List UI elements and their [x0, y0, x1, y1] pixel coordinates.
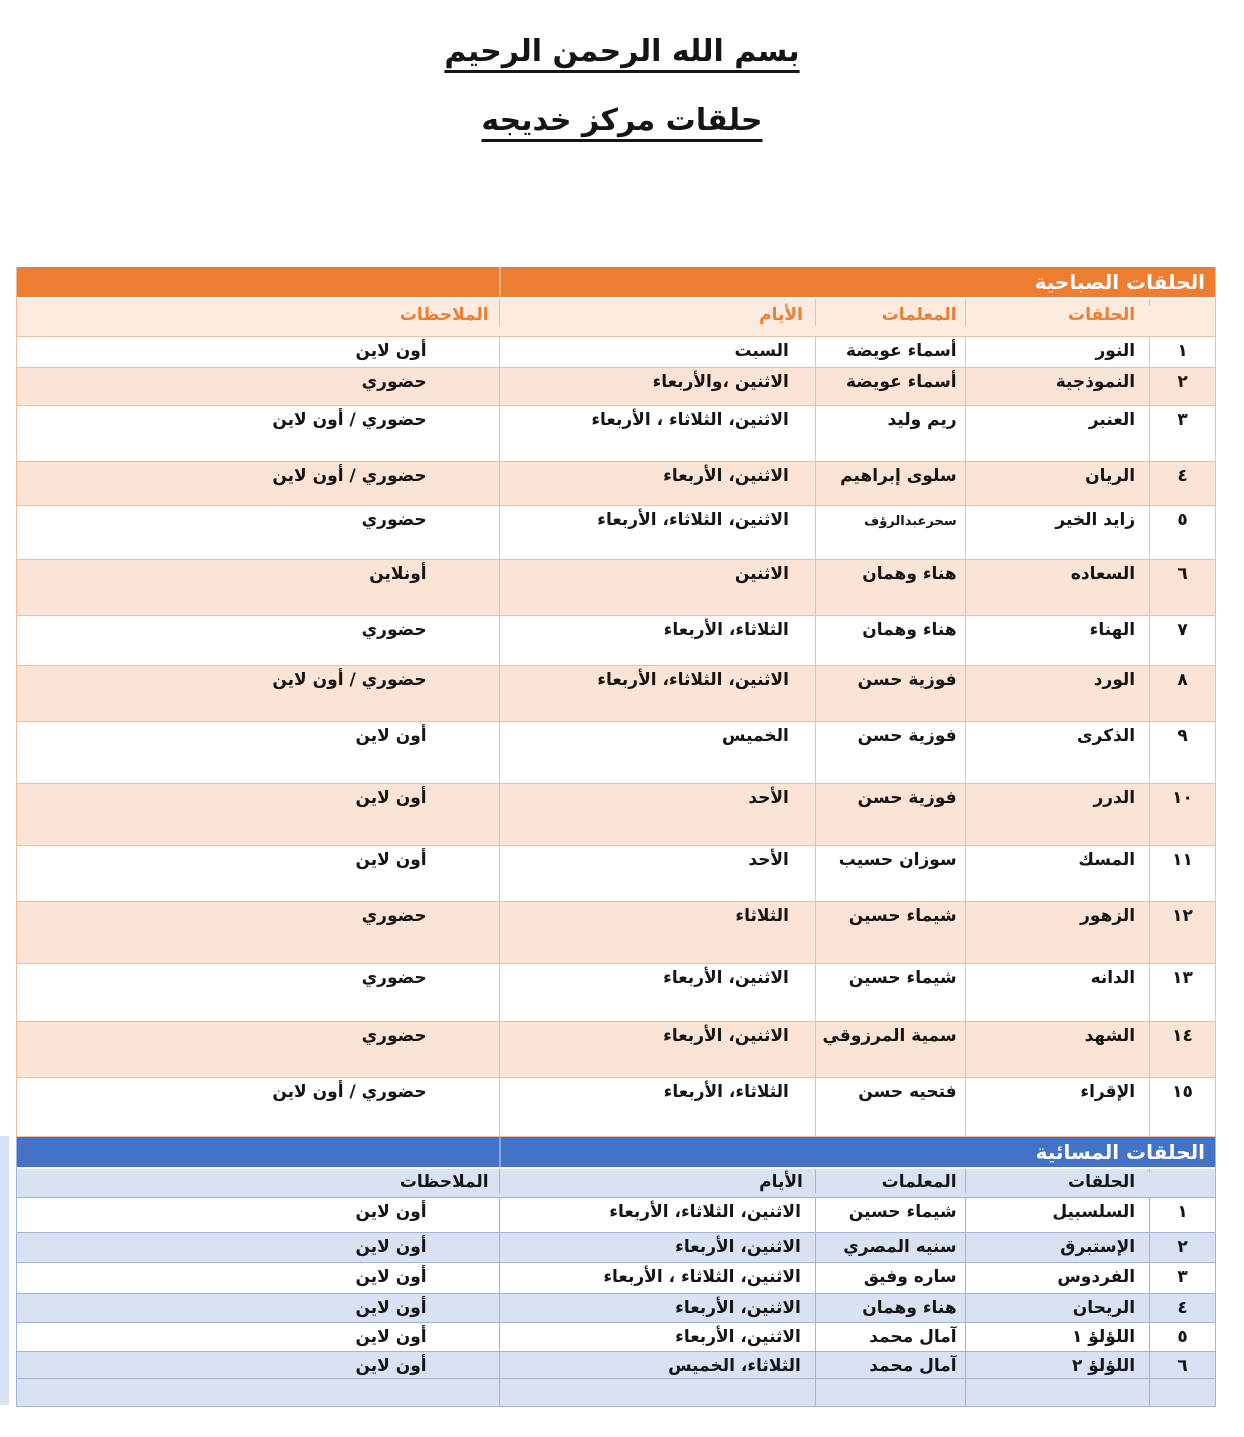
cell-notes: أون لاين: [355, 726, 427, 746]
table-row: [17, 616, 1215, 666]
cell-number: ٣: [1149, 406, 1215, 461]
table-row: [17, 406, 1215, 462]
cell-number: ١٥: [1149, 1078, 1215, 1136]
table-row: [17, 560, 1215, 616]
cell-notes: حضوري: [361, 620, 427, 640]
cell-number: ٤: [1149, 462, 1215, 505]
cell-number: ٧: [1149, 616, 1215, 665]
cell-circle: الفردوس: [965, 1263, 1149, 1293]
cell-days: [499, 1379, 815, 1406]
cell-days: الاثنين، الأربعاء: [499, 964, 815, 1021]
evening-section-header: [17, 1137, 1215, 1169]
cell-days: الاثنين: [499, 560, 815, 615]
cell-notes: حضوري / أون لاين: [272, 670, 427, 690]
table-row: [17, 902, 1215, 964]
table-row: [17, 368, 1215, 406]
cell-circle: الإقراء: [965, 1078, 1149, 1136]
cell-notes: أون لاين: [355, 1356, 427, 1376]
cell-number: ٥: [1149, 1323, 1215, 1351]
header-column-divider: [499, 267, 501, 297]
cell-notes: أون لاين: [355, 850, 427, 870]
table-row: [17, 846, 1215, 902]
cell-circle: الإستبرق: [965, 1233, 1149, 1262]
cell-teacher: سحرعبدالرؤف: [815, 506, 965, 559]
cell-number: ١١: [1149, 846, 1215, 901]
table-row: [17, 1294, 1215, 1323]
column-header-notes: الملاحظات: [399, 305, 489, 325]
cell-teacher: ساره وفيق: [815, 1263, 965, 1293]
table-row: [17, 722, 1215, 784]
cell-days: السبت: [499, 337, 815, 367]
cell-notes: حضوري / أون لاين: [272, 410, 427, 430]
cell-circle: العنبر: [965, 406, 1149, 461]
cell-days: الثلاثاء، الأربعاء: [499, 1078, 815, 1136]
table-row: [17, 1323, 1215, 1352]
cell-teacher: فوزية حسن: [815, 722, 965, 783]
cell-circle: الذكرى: [965, 722, 1149, 783]
evening-section-title: الحلقات المسائية: [1035, 1140, 1205, 1164]
cell-teacher: سنيه المصري: [815, 1233, 965, 1262]
cell-days: الخميس: [499, 722, 815, 783]
cell-number: ٣: [1149, 1263, 1215, 1293]
cell-circle: الريحان: [965, 1294, 1149, 1322]
cell-circle: الريان: [965, 462, 1149, 505]
cell-circle: الدانه: [965, 964, 1149, 1021]
cell-circle: السلسبيل: [965, 1198, 1149, 1232]
cell-teacher: سلوى إبراهيم: [815, 462, 965, 505]
cell-notes: أون لاين: [355, 341, 427, 361]
cell-number: ٥: [1149, 506, 1215, 559]
cell-teacher: فتحيه حسن: [815, 1078, 965, 1136]
cell-circle: الهناء: [965, 616, 1149, 665]
cell-days: الاثنين ،والأربعاء: [499, 368, 815, 405]
cell-teacher: هناء وهمان: [815, 616, 965, 665]
cell-number: ٢: [1149, 1233, 1215, 1262]
cell-teacher: سمية المرزوقي: [815, 1022, 965, 1077]
cell-days: الاثنين، الأربعاء: [499, 1294, 815, 1322]
cell-days: الاثنين، الأربعاء: [499, 462, 815, 505]
table-row: [17, 337, 1215, 368]
cell-notes: أون لاين: [355, 1298, 427, 1318]
cell-number: ٦: [1149, 1352, 1215, 1378]
cell-notes: أون لاين: [355, 788, 427, 808]
cell-circle: الزهور: [965, 902, 1149, 963]
cell-notes: أونلاين: [369, 564, 427, 584]
cell-circle: اللؤلؤ ١: [965, 1323, 1149, 1351]
column-header-days: الأيام: [499, 1169, 815, 1193]
cell-teacher: شيماء حسين: [815, 964, 965, 1021]
column-header-number: [1149, 1169, 1215, 1172]
cell-notes: حضوري / أون لاين: [272, 1082, 427, 1102]
document-title: بسم الله الرحمن الرحيم: [444, 34, 800, 69]
table-row: [17, 784, 1215, 846]
cell-days: الثلاثاء: [499, 902, 815, 963]
cell-days: الاثنين، الثلاثاء ، الأربعاء: [499, 1263, 815, 1293]
column-header-days: الأيام: [499, 299, 815, 326]
cell-notes: أون لاين: [355, 1267, 427, 1287]
column-header-teachers: المعلمات: [815, 299, 965, 326]
cell-circle: الورد: [965, 666, 1149, 721]
cell-circle: الدرر: [965, 784, 1149, 845]
column-header-number: [1149, 299, 1215, 305]
cell-days: الأحد: [499, 784, 815, 845]
morning-column-header-row: [17, 299, 1215, 337]
cell-notes: حضوري / أون لاين: [272, 466, 427, 486]
cell-teacher: آمال محمد: [815, 1352, 965, 1378]
cell-notes: [17, 1379, 499, 1406]
cell-days: الثلاثاء، الخميس: [499, 1352, 815, 1378]
cell-circle: المسك: [965, 846, 1149, 901]
document-subtitle: حلقات مركز خديجه: [481, 103, 763, 138]
cell-circle: زايد الخير: [965, 506, 1149, 559]
cell-days: الاثنين، الثلاثاء، الأربعاء: [499, 1198, 815, 1232]
cell-teacher: [815, 1379, 965, 1406]
cell-circle: [965, 1379, 1149, 1406]
cell-circle: النور: [965, 337, 1149, 367]
column-header-teachers: المعلمات: [815, 1169, 965, 1193]
cell-teacher: هناء وهمان: [815, 1294, 965, 1322]
evening-column-header-row: [17, 1169, 1215, 1198]
cell-notes: حضوري: [361, 372, 427, 392]
cell-number: ١٣: [1149, 964, 1215, 1021]
table-row: [17, 1263, 1215, 1294]
document-titles: [0, 34, 1244, 172]
cell-teacher: أسماء عويضة: [815, 337, 965, 367]
evening-rows: [17, 1198, 1215, 1406]
cell-days: الاثنين، الأربعاء: [499, 1233, 815, 1262]
cell-notes: أون لاين: [355, 1202, 427, 1222]
cell-number: ١: [1149, 337, 1215, 367]
cell-number: ٤: [1149, 1294, 1215, 1322]
cell-circle: السعاده: [965, 560, 1149, 615]
cell-number: ١٠: [1149, 784, 1215, 845]
cell-number: ٩: [1149, 722, 1215, 783]
column-header-notes: الملاحظات: [399, 1172, 489, 1192]
cell-number: ٨: [1149, 666, 1215, 721]
table-row: [17, 1078, 1215, 1136]
cell-number: ١٢: [1149, 902, 1215, 963]
header-column-divider: [499, 1137, 501, 1167]
table-row: [17, 1352, 1215, 1379]
cell-days: الثلاثاء، الأربعاء: [499, 616, 815, 665]
evening-table: [16, 1137, 1216, 1407]
cell-teacher: شيماء حسين: [815, 1198, 965, 1232]
cell-number: [1149, 1379, 1215, 1406]
cell-notes: أون لاين: [355, 1327, 427, 1347]
table-row: [17, 964, 1215, 1022]
cell-circle: اللؤلؤ ٢: [965, 1352, 1149, 1378]
table-row: [17, 1198, 1215, 1233]
schedule-tables: [16, 267, 1216, 1407]
morning-rows: [17, 337, 1215, 1136]
column-header-circles: الحلقات: [965, 1169, 1149, 1193]
cell-days: الاثنين، الثلاثاء، الأربعاء: [499, 666, 815, 721]
cell-number: ١٤: [1149, 1022, 1215, 1077]
table-row: [17, 506, 1215, 560]
cell-teacher: فوزية حسن: [815, 666, 965, 721]
cell-days: الاثنين، الثلاثاء، الأربعاء: [499, 506, 815, 559]
cell-teacher: آمال محمد: [815, 1323, 965, 1351]
cell-circle: النموذجية: [965, 368, 1149, 405]
cell-teacher: سوزان حسيب: [815, 846, 965, 901]
cell-circle: الشهد: [965, 1022, 1149, 1077]
cell-notes: حضوري: [361, 906, 427, 926]
cell-notes: حضوري: [361, 1026, 427, 1046]
cell-teacher: ريم وليد: [815, 406, 965, 461]
page-edge-strip: [0, 1136, 9, 1405]
cell-days: الاثنين، الأربعاء: [499, 1323, 815, 1351]
cell-days: الاثنين، الثلاثاء ، الأربعاء: [499, 406, 815, 461]
table-row: [17, 1022, 1215, 1078]
morning-section-header: [17, 267, 1215, 299]
cell-days: الاثنين، الأربعاء: [499, 1022, 815, 1077]
cell-teacher: هناء وهمان: [815, 560, 965, 615]
morning-section-title: الحلقات الصباحية: [1034, 270, 1205, 294]
table-row: [17, 666, 1215, 722]
cell-number: ٦: [1149, 560, 1215, 615]
cell-number: ١: [1149, 1198, 1215, 1232]
table-row: [17, 462, 1215, 506]
cell-notes: أون لاين: [355, 1237, 427, 1257]
table-row: [17, 1233, 1215, 1263]
cell-days: الأحد: [499, 846, 815, 901]
cell-teacher: شيماء حسين: [815, 902, 965, 963]
morning-table: [16, 267, 1216, 1137]
cell-notes: حضوري: [361, 968, 427, 988]
table-row: [17, 1379, 1215, 1406]
cell-number: ٢: [1149, 368, 1215, 405]
column-header-circles: الحلقات: [965, 299, 1149, 326]
cell-notes: حضوري: [361, 510, 427, 530]
cell-teacher: أسماء عويضة: [815, 368, 965, 405]
cell-teacher: فوزية حسن: [815, 784, 965, 845]
